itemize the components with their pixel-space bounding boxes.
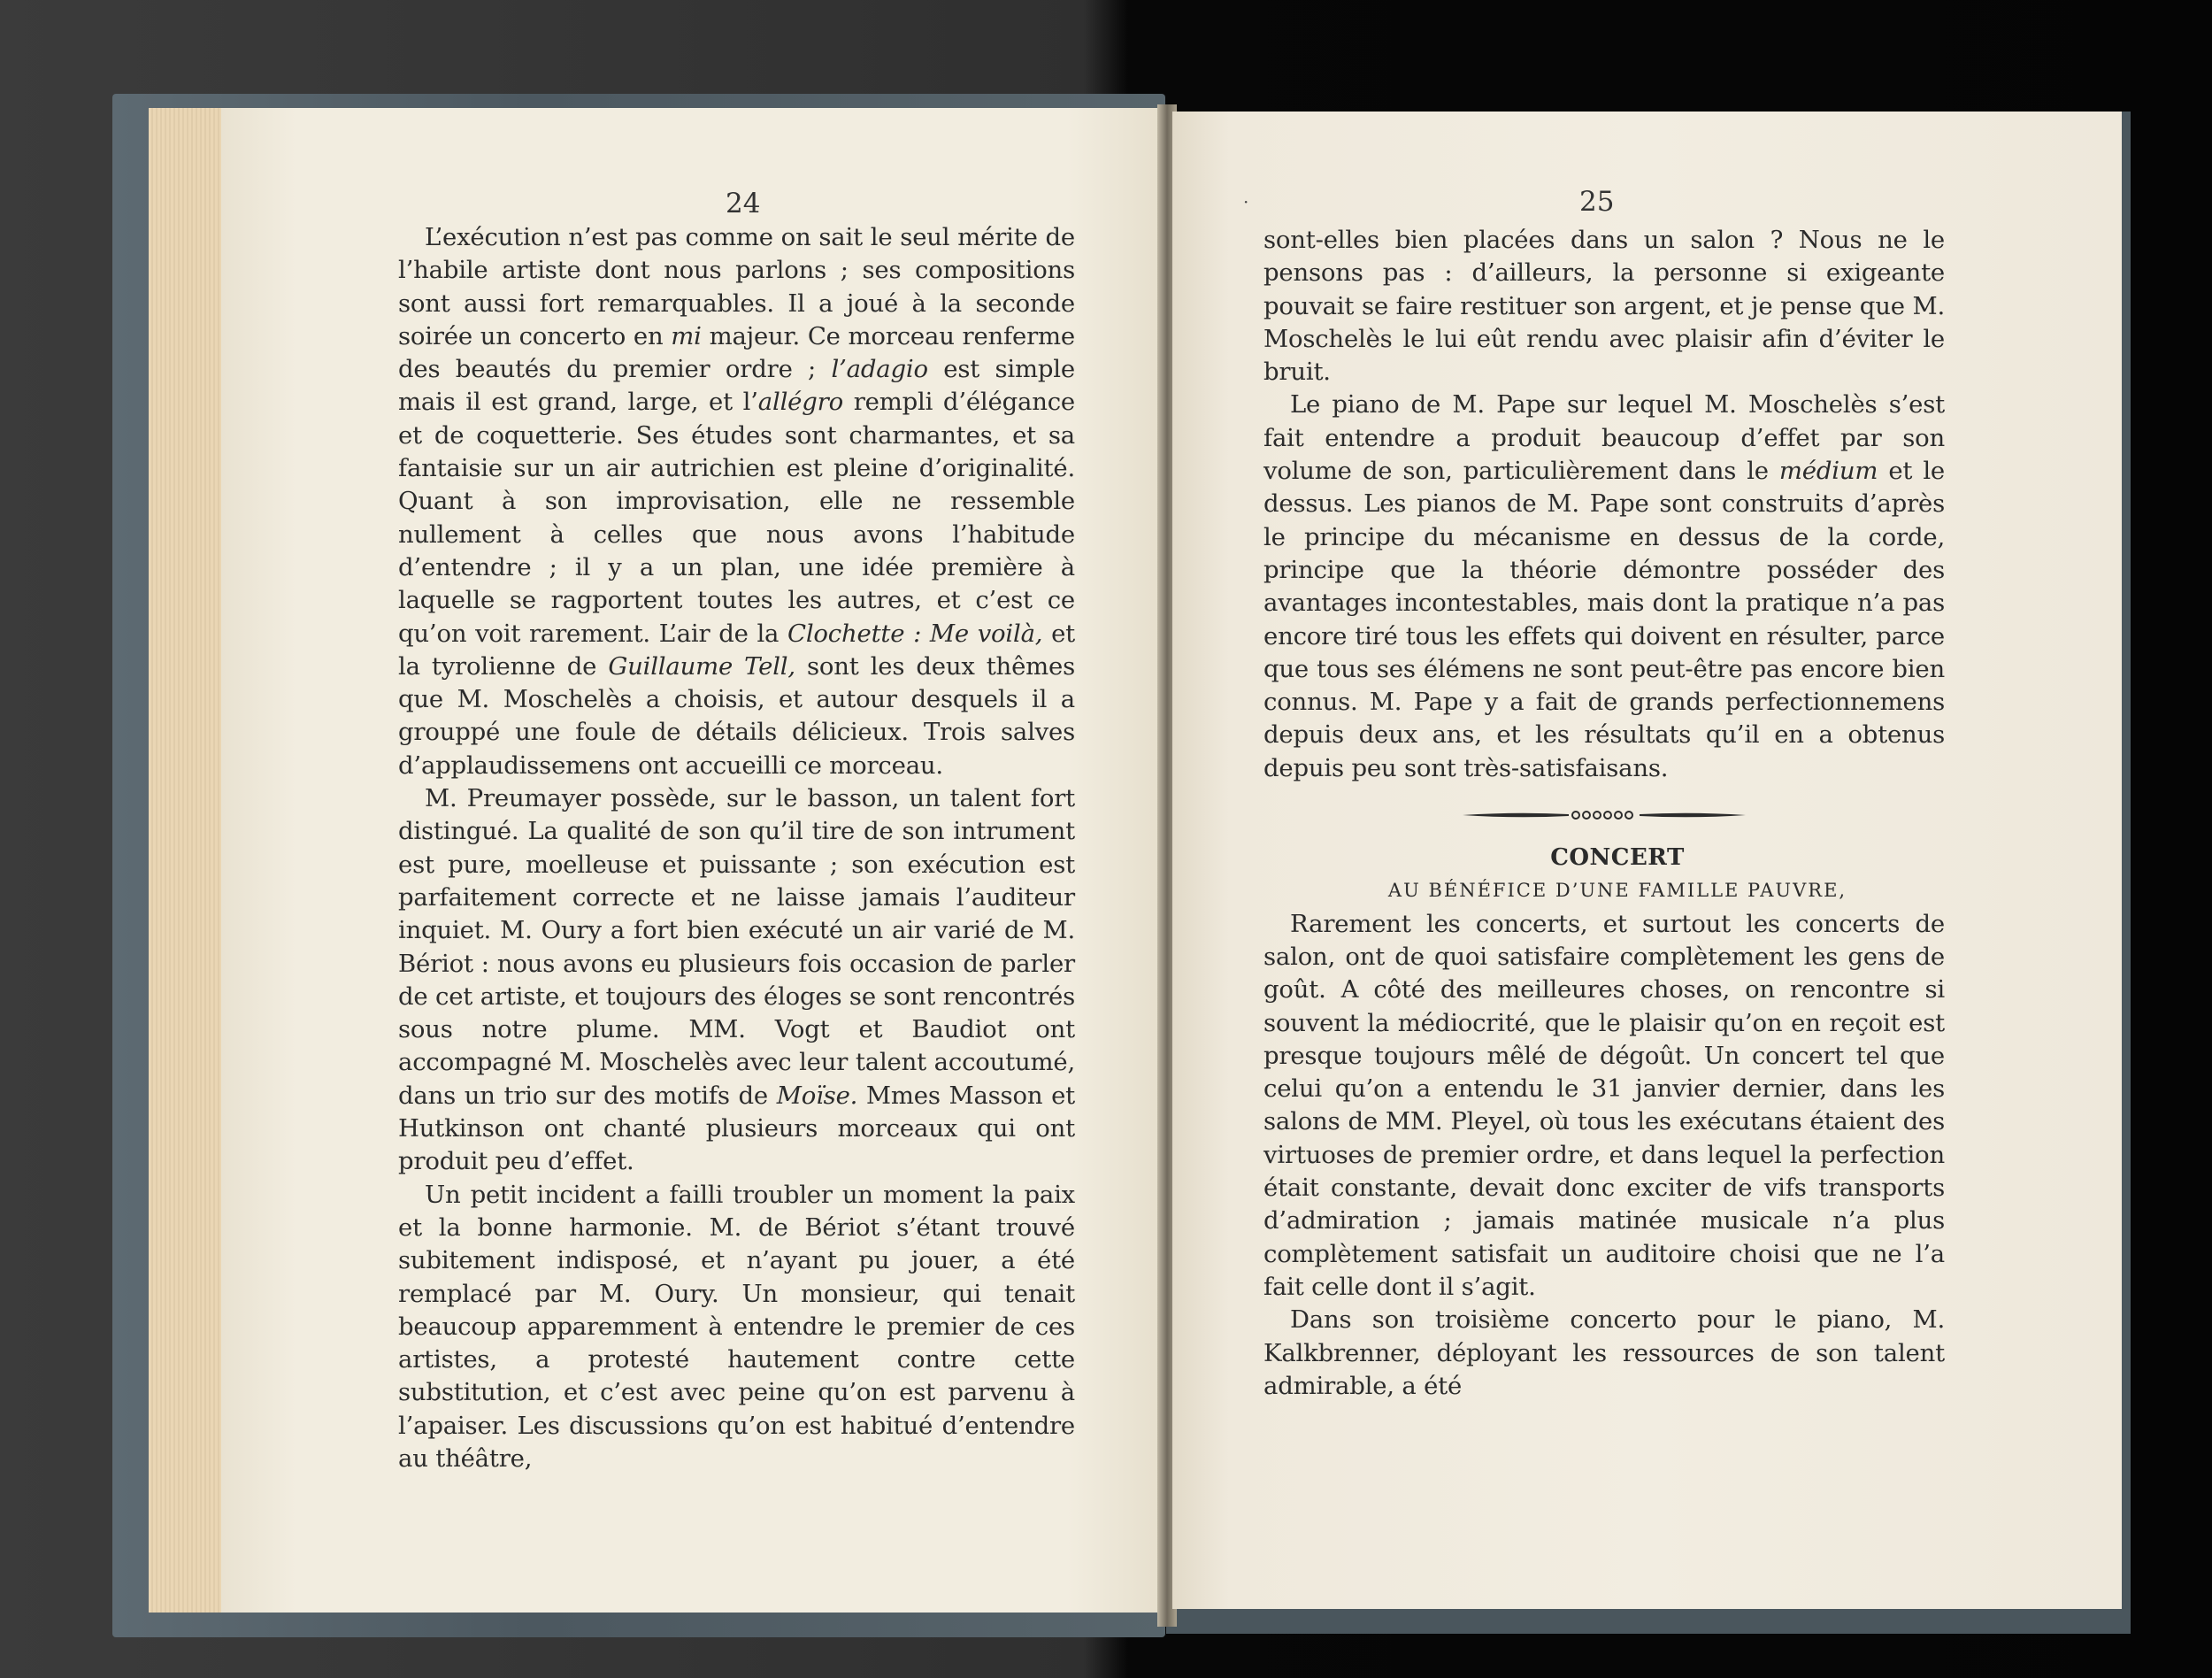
text-run: Mmes Masson et Hutkinson ont chanté plusieurs morceaux qui ont produit peu d’effet. [398, 1081, 1075, 1176]
text-run: Un petit incident a failli troubler un moment la paix et la bonne harmonie. M. de Bériot s’étant trouvé subitement indisposé, et n’ayant pu jouer, a été remplacé par M. Oury. Un monsieur, qui tenait beaucoup apparemment à entendre le premier de ces artistes, a protesté hautement contre cette substitution, et c’est avec peine qu’on est parvenu à l’apaiser. Les discussions qu’on est habitué d’entendre au théâtre, [398, 1180, 1075, 1473]
paragraph [1263, 1304, 1945, 1403]
right-page [1172, 112, 2122, 1609]
page-edges [149, 108, 225, 1613]
text-run: L’exécution n’est pas comme on sait le seul mérite de l’habile artiste dont nous parlons ; ses compositions sont aussi fort remarquables. Il a joué à la seconde soirée un concerto en [398, 223, 1075, 350]
section-heading: CONCERT [1550, 844, 1685, 872]
italic-text: l’adagio [831, 355, 928, 384]
right-page-text [1263, 224, 1945, 1403]
paragraph [398, 221, 1075, 782]
ink-dot: · [1243, 191, 1249, 212]
text-run: majeur. Ce morceau renferme des beautés du premier ordre ; [398, 321, 1075, 384]
text-run: et la tyrolienne de [398, 619, 1076, 681]
text-run: Rarement les concerts, et surtout les concerts de salon, ont de quoi satisfaire complètement les gens de goût. A côté des meilleures choses, on rencontre si souvent la médiocrité, que le plaisir qu’on en reçoit est presque toujours mêlé de dégoût. Un concert tel que celui qu’on a entendu le 31 janvier dernier, dans les salons de MM. Pleyel, où tous les exécutans étaient des virtuoses de premier ordre, et dans lequel la perfection était constante, devait donc exciter de vifs transports d’admiration ; jamais matinée musicale n’a plus complètement satisfait un auditoire choisi que ne l’a fait celle dont il s’agit. [1263, 909, 1945, 1301]
text-run: et le dessus. Les pianos de M. Pape sont construits d’après le principe du mécanisme en dessus de la corde, principe que la théorie démontre posséder des avantages incontestables, mais dont la pratique n’a pas encore tiré tous les effets qui doivent en résulter, parce que tous ses élémens ne sont peut-être pas encore bien connus. M. Pape y a fait de grands perfectionnemens depuis deux ans, et les résultats qu’il en a obtenus depuis peu sont très-satisfaisans. [1263, 457, 1945, 782]
paragraphs-before [1263, 224, 1945, 785]
left-page [221, 108, 1161, 1613]
text-run: sont-elles bien placées dans un salon ? Nous ne le pensons pas : d’ailleurs, la personne si exigeante pouvait se faire restituer son argent, et je pense que M. Moschelès le lui eût rendu avec plaisir afin d’éviter le bruit. [1263, 226, 1945, 387]
ornament-rule-icon [1463, 806, 1746, 824]
italic-text: mi [671, 321, 702, 350]
italic-text: Guillaume Tell, [608, 651, 795, 681]
paragraph [1263, 224, 1945, 389]
paragraphs-after [1263, 908, 1945, 1403]
text-run: est simple mais il est grand, large, et l’ [398, 355, 1075, 417]
italic-text: allégro [757, 388, 843, 417]
text-run: Dans son troisième concerto pour le piano, M. Kalkbrenner, déployant les ressources de son talent admirable, a été [1263, 1305, 1945, 1400]
paragraph [398, 782, 1075, 1179]
italic-text: Clochette : Me voilà, [787, 619, 1043, 648]
ornament-divider [1463, 806, 1746, 824]
italic-text: Moïse. [776, 1081, 858, 1110]
text-run: M. Preumayer possède, sur le basson, un talent fort distingué. La qualité de son qu’il tire de son intrument est pure, moelleuse et puissante ; son exécution est parfaitement correcte et ne laisse jamais l’auditeur inquiet. M. Oury a fort bien exécuté un air varié de M. Bériot : nous avons eu plusieurs fois occasion de parler de cet artiste, et toujours des éloges se sont rencontrés sous notre plume. MM. Vogt et Baudiot ont accompagné M. Moschelès avec leur talent accoutumé, dans un trio sur des motifs de [398, 784, 1075, 1110]
text-run: sont les deux thêmes que M. Moschelès a choisis, et autour desquels il a grouppé une foule de détails délicieux. Trois salves d’applaudissemens ont accueilli ce morceau. [398, 651, 1076, 780]
italic-text: médium [1778, 457, 1878, 486]
section-subheading: AU BÉNÉFICE D’UNE FAMILLE PAUVRE, [1387, 880, 1847, 902]
page-number: 25 [1579, 186, 1615, 218]
paragraph [398, 1179, 1075, 1476]
left-page-text [398, 221, 1075, 1475]
paragraph [1263, 908, 1945, 1305]
page-number: 24 [726, 188, 761, 219]
text-run: rempli d’élégance et de coquetterie. Ses études sont charmantes, et sa fantaisie sur un air autrichien est pleine d’originalité. Quant à son improvisation, elle ne ressemble nullement à celles que nous avons l’habitude d’entendre ; il y a un plan, une idée première à laquelle se ragportent toutes les autres, et c’est ce qu’on voit rarement. L’air de la [398, 388, 1075, 648]
paragraph [1263, 389, 1945, 785]
text-run: Le piano de M. Pape sur lequel M. Moschelès s’est fait entendre a produit beaucoup d’effet par son volume de son, particulièrement dans le [1263, 390, 1945, 486]
